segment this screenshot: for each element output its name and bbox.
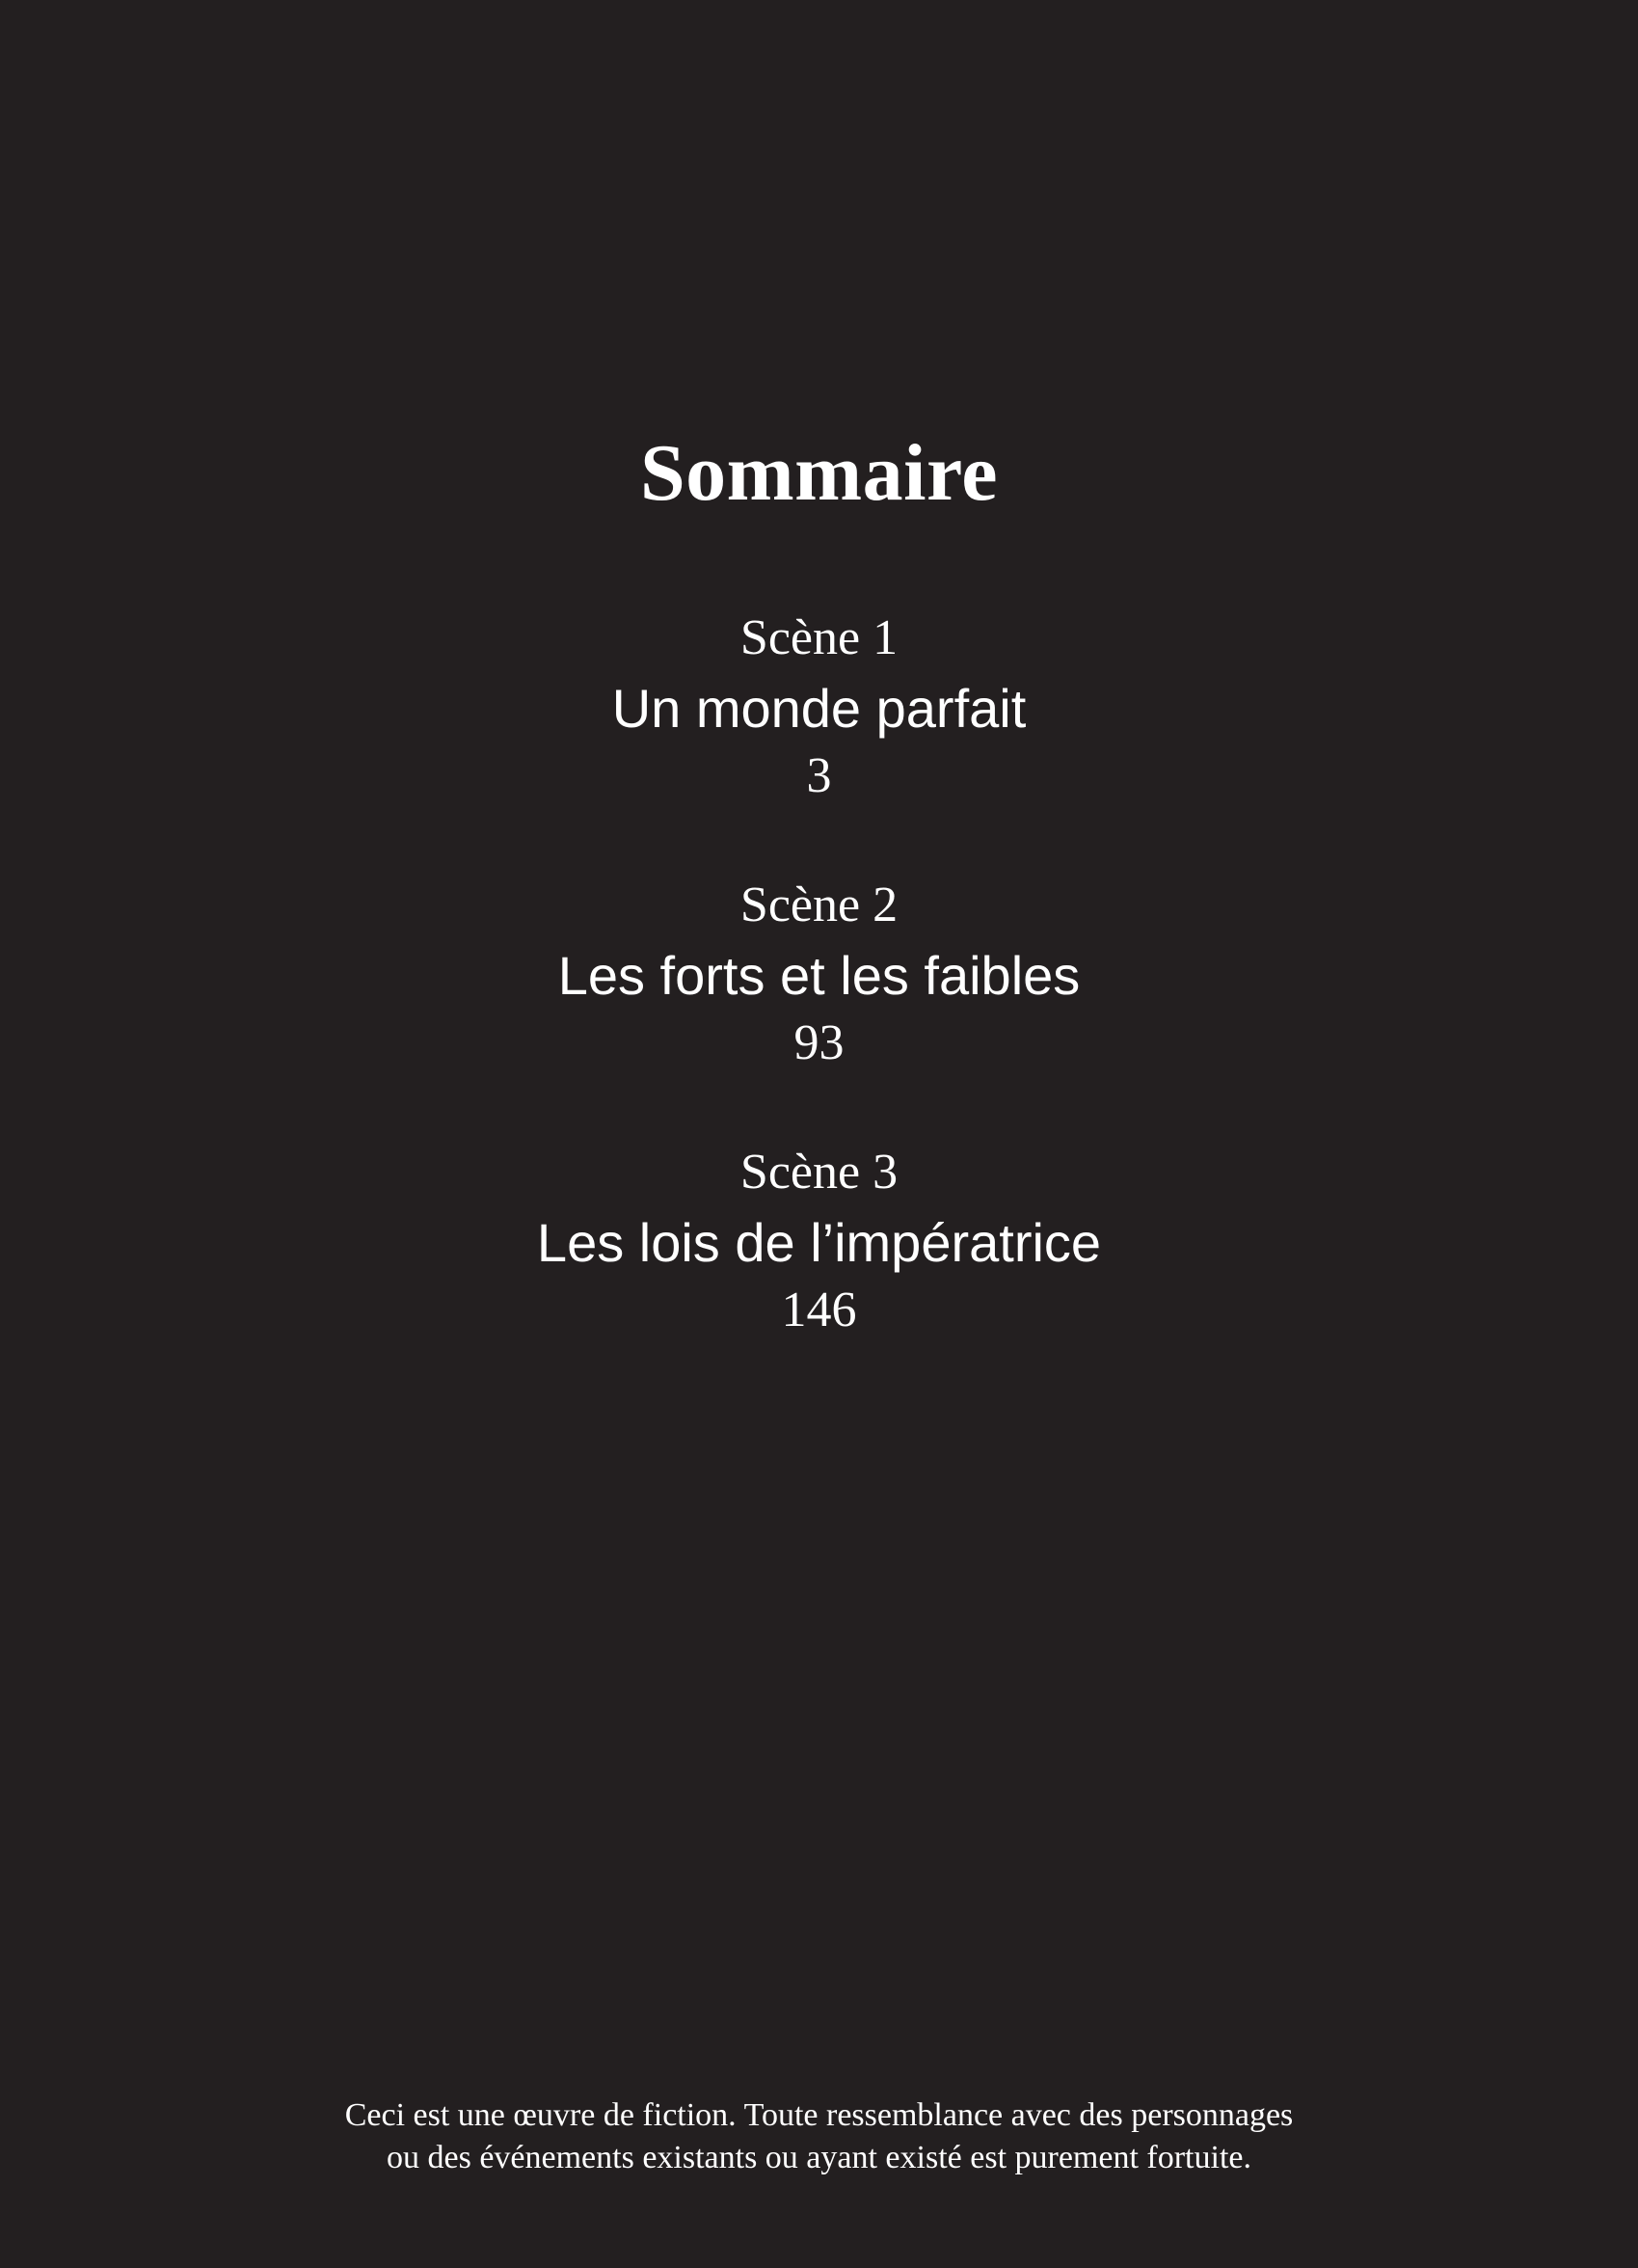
scene-title: Les lois de l’impératrice [536, 1212, 1102, 1273]
toc-entry-scene-3[interactable] [0, 1136, 1638, 1403]
scene-label: Scène 2 [739, 878, 899, 932]
table-of-contents [0, 602, 1638, 1403]
toc-entry-scene-1[interactable] [0, 602, 1638, 869]
scene-page-number: 3 [806, 748, 832, 803]
disclaimer-line-1: Ceci est une œuvre de fiction. Toute ressemblance avec des personnages [344, 2097, 1294, 2133]
toc-entry-scene-2[interactable] [0, 869, 1638, 1136]
scene-title: Un monde parfait [611, 678, 1027, 739]
scene-label: Scène 3 [739, 1145, 899, 1200]
scene-page-number: 93 [793, 1015, 845, 1070]
scene-page-number: 146 [781, 1282, 857, 1337]
disclaimer-line-2: ou des événements existants ou ayant existé est purement fortuite. [387, 2140, 1251, 2175]
fiction-disclaimer [0, 2094, 1638, 2179]
scene-title: Les forts et les faibles [557, 945, 1081, 1006]
scene-label: Scène 1 [739, 610, 899, 665]
page-title: Sommaire [639, 428, 999, 519]
